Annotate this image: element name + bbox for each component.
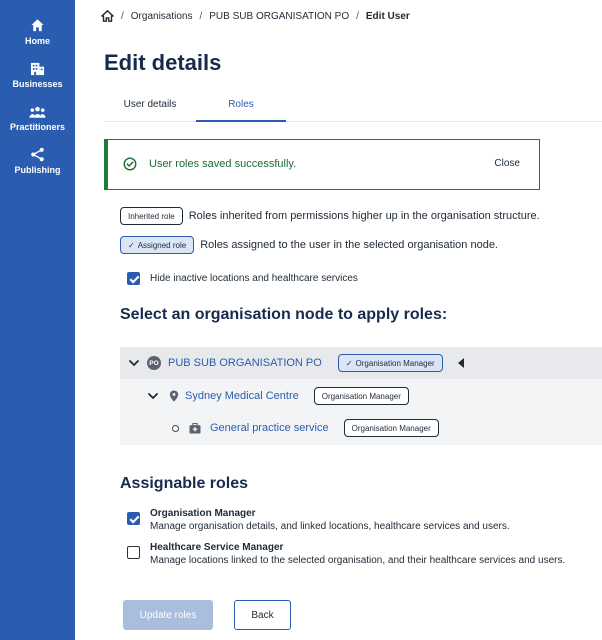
breadcrumb-separator: / xyxy=(356,10,359,22)
chevron-down-icon[interactable] xyxy=(147,390,159,402)
sidebar-item-home[interactable] xyxy=(0,18,75,46)
people-icon xyxy=(29,106,46,119)
sidebar-item-label: Publishing xyxy=(14,165,61,175)
assignable-roles-title: Assignable roles xyxy=(120,475,249,492)
legend-inherited xyxy=(120,207,540,225)
legend-assigned-text: Roles assigned to the user in the selected organisation node. xyxy=(200,239,498,251)
assigned-role-badge-label: Assigned role xyxy=(137,240,187,250)
sidebar-item-businesses[interactable] xyxy=(0,62,75,89)
tree-node-link[interactable]: Sydney Medical Centre xyxy=(185,390,299,402)
sidebar xyxy=(0,0,75,640)
breadcrumb-organisation[interactable]: PUB SUB ORGANISATION PO xyxy=(209,10,350,22)
tree-node-root[interactable] xyxy=(120,347,602,379)
check-icon: ✓ xyxy=(345,358,353,368)
role-badge-label: Organisation Manager xyxy=(355,358,435,368)
tree-node-location[interactable] xyxy=(120,380,602,412)
role-name: Organisation Manager xyxy=(150,508,256,519)
hide-inactive-label: Hide inactive locations and healthcare services xyxy=(150,273,358,284)
role-option-healthcare-service-manager xyxy=(127,542,565,566)
role-option-organisation-manager xyxy=(127,508,510,532)
assigned-role-badge xyxy=(120,236,194,254)
role-description: Manage locations linked to the selected organisation, and their healthcare services and users. xyxy=(150,555,566,566)
tree-node-link[interactable]: PUB SUB ORGANISATION PO xyxy=(168,357,322,369)
tab-bar xyxy=(104,92,602,122)
alert-message: User roles saved successfully. xyxy=(149,158,297,170)
alert-close-button[interactable]: Close xyxy=(494,158,520,169)
sidebar-item-practitioners[interactable] xyxy=(0,106,75,132)
breadcrumb-separator: / xyxy=(121,10,124,22)
tab-roles[interactable]: Roles xyxy=(196,92,286,122)
tree-node-link[interactable]: General practice service xyxy=(210,422,329,434)
assigned-role-badge xyxy=(338,354,443,372)
inherited-role-badge: Inherited role xyxy=(120,207,183,225)
home-icon xyxy=(30,18,45,33)
legend-assigned xyxy=(120,236,498,254)
sidebar-item-label: Businesses xyxy=(12,79,63,89)
update-roles-button[interactable]: Update roles xyxy=(123,600,213,630)
leaf-node-icon xyxy=(172,425,179,432)
healthcare-service-manager-checkbox[interactable] xyxy=(127,546,140,559)
location-pin-icon xyxy=(169,390,179,402)
breadcrumb-current: Edit User xyxy=(365,10,410,22)
hide-inactive-option xyxy=(127,272,358,285)
organisation-manager-checkbox[interactable] xyxy=(127,512,140,525)
page-title: Edit details xyxy=(104,50,222,75)
inherited-role-badge: Organisation Manager xyxy=(344,419,439,437)
inherited-role-badge: Organisation Manager xyxy=(314,387,409,405)
success-alert xyxy=(104,139,540,190)
organisation-icon: PO xyxy=(147,356,161,370)
chevron-down-icon[interactable] xyxy=(128,357,140,369)
breadcrumb xyxy=(101,8,410,24)
medical-bag-icon xyxy=(189,423,201,434)
share-icon xyxy=(30,147,45,162)
legend-inherited-text: Roles inherited from permissions higher up in the organisation structure. xyxy=(188,210,540,222)
home-icon[interactable] xyxy=(101,10,114,22)
building-icon xyxy=(30,62,45,76)
check-circle-icon xyxy=(123,157,137,171)
sidebar-item-publishing[interactable] xyxy=(0,147,75,175)
breadcrumb-organisations[interactable]: Organisations xyxy=(130,10,193,22)
tab-user-details[interactable]: User details xyxy=(123,99,177,110)
role-text xyxy=(150,508,510,532)
tree-section-title: Select an organisation node to apply roles: xyxy=(120,306,448,323)
organisation-tree xyxy=(120,347,602,445)
role-description: Manage organisation details, and linked locations, healthcare services and users. xyxy=(150,521,510,532)
sidebar-item-label: Home xyxy=(24,36,50,46)
check-icon: ✓ xyxy=(128,240,135,250)
back-button[interactable]: Back xyxy=(234,600,291,630)
role-name: Healthcare Service Manager xyxy=(150,542,284,553)
role-text xyxy=(150,542,565,566)
breadcrumb-separator: / xyxy=(199,10,203,22)
tree-node-service[interactable] xyxy=(120,412,602,444)
selected-caret-icon xyxy=(458,358,464,368)
hide-inactive-checkbox[interactable] xyxy=(127,272,140,285)
sidebar-item-label: Practitioners xyxy=(9,122,66,132)
